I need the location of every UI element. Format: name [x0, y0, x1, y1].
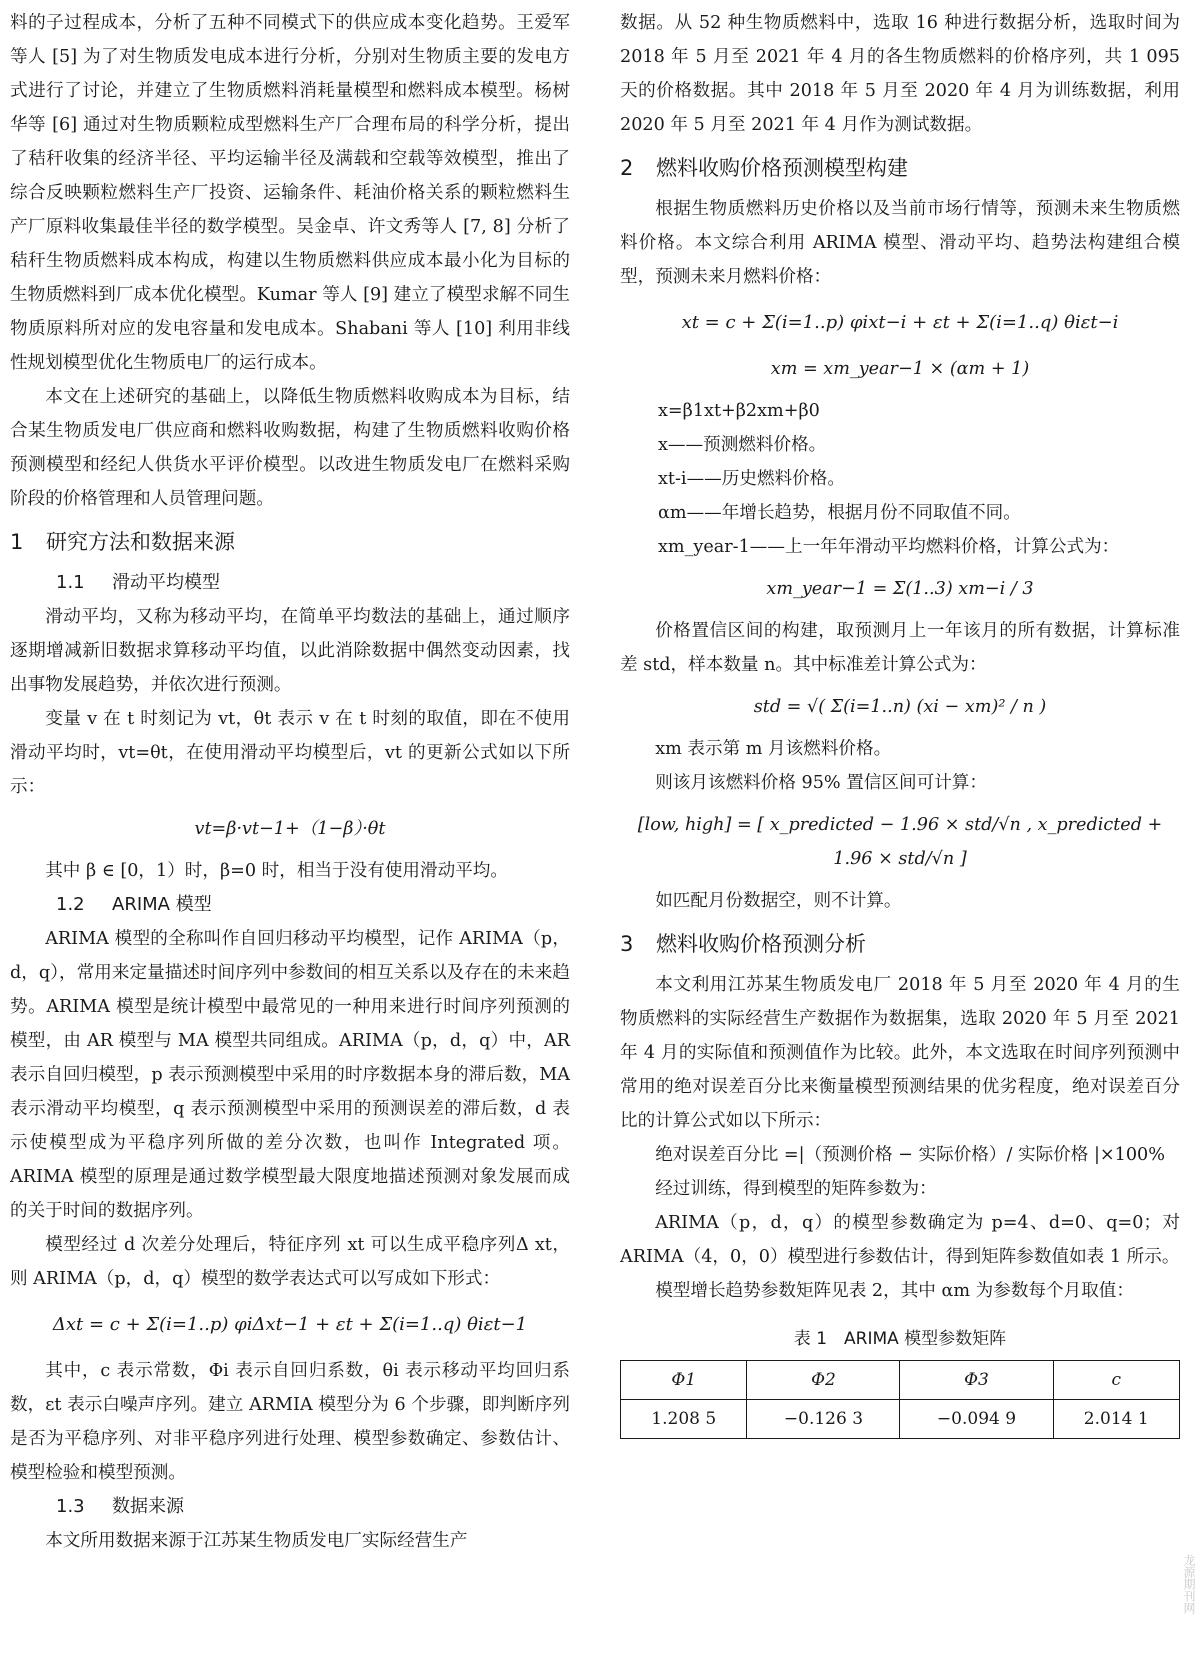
table-row: [621, 1400, 1180, 1439]
table-header-cell: Φ2: [747, 1361, 900, 1400]
section-number: 3: [620, 932, 634, 956]
table-cell: −0.094 9: [900, 1400, 1053, 1439]
table-caption: 表 1 ARIMA 模型参数矩阵: [793, 1329, 1007, 1349]
paragraph: 本文利用江苏某生物质发电厂 2018 年 5 月至 2020 年 4 月的生物质燃料的实际经营生产数据作为数据集，选取 2020 年 5 月至 2021 年 4 月的实际值和预测值作为比较。此外，本文选取在时间序列预测中常用的绝对误差百分比来衡量模型预测结果的优劣程度，绝对误差百分比的计算公式如以下所示：: [620, 975, 1180, 1131]
watermark: 龙源期刊网: [1182, 1554, 1196, 1614]
section-heading-2: [620, 150, 1180, 186]
symbol-definition: αm——年增长趋势，根据月份不同取值不同。: [658, 503, 1021, 523]
paragraph: 模型增长趋势参数矩阵见表 2，其中 αm 为参数每个月取值：: [655, 1281, 1134, 1301]
table-cell: 2.014 1: [1053, 1400, 1180, 1439]
equation: std = √( Σ(i=1..n) (xi − xm)² / n ): [753, 697, 1047, 717]
equation: xm_year−1 = Σ(1..3) xm−i / 3: [766, 579, 1034, 599]
table-cell: 1.208 5: [621, 1400, 747, 1439]
parameter-table: [620, 1360, 1180, 1439]
paragraph: 模型经过 d 次差分处理后，特征序列 xt 可以生成平稳序列Δ xt，则 ARIMA（p，d，q）模型的数学表达式可以写成如下形式：: [10, 1235, 570, 1289]
paragraph: 则该月该燃料价格 95% 置信区间可计算：: [655, 773, 987, 793]
paragraph: 如匹配月份数据空，则不计算。: [655, 891, 902, 911]
paragraph: 其中，c 表示常数，Φi 表示自回归系数，θi 表示移动平均回归系数，εt 表示白噪声序列。建立 ARMIA 模型分为 6 个步骤，即判断序列是否为平稳序列、对非平稳序列进行处理、模型参数确定、参数估计、模型检验和模型预测。: [10, 1361, 570, 1483]
paragraph: 数据。从 52 种生物质燃料中，选取 16 种进行数据分析，选取时间为 2018 年 5 月至 2021 年 4 月的各生物质燃料的价格序列，共 1 095 天的价格数据。其中 2018 年 5 月至 2020 年 4 月为训练数据，利用 2020 年 5 月至 2021 年 4 月作为测试数据。: [620, 13, 1180, 135]
paragraph: 本文所用数据来源于江苏某生物质发电厂实际经营生产: [45, 1531, 468, 1551]
equation: [low, high] = [ x_predicted − 1.96 × std/√n , x_predicted + 1.96 × std/√n ]: [637, 815, 1163, 869]
subsection-number: 1.3: [56, 1496, 85, 1517]
table-header-cell: Φ1: [621, 1361, 747, 1400]
section-title: 燃料收购价格预测模型构建: [656, 156, 908, 180]
paragraph: 根据生物质燃料历史价格以及当前市场行情等，预测未来生物质燃料价格。本文综合利用 ARIMA 模型、滑动平均、趋势法构建组合模型，预测未来月燃料价格：: [620, 199, 1180, 287]
paragraph: 经过训练，得到模型的矩阵参数为：: [655, 1179, 937, 1199]
left-column: [10, 6, 570, 1558]
symbol-definition: x——预测燃料价格。: [658, 435, 827, 455]
paragraph: xm 表示第 m 月该燃料价格。: [655, 739, 892, 759]
subsection-title: ARIMA 模型: [112, 894, 212, 915]
equation: xm = xm_year−1 × (αm + 1): [770, 359, 1030, 379]
paragraph: ARIMA 模型的全称叫作自回归移动平均模型，记作 ARIMA（p，d，q），常用来定量描述时间序列中参数间的相互关系以及存在的未来趋势。ARIMA 模型是统计模型中最常见的一种用来进行时间序列预测的模型，由 AR 模型与 MA 模型共同组成。ARIMA（p，d，q）中，AR 表示自回归模型，p 表示预测模型中采用的时序数据本身的滞后数，MA 表示滑动平均模型，q 表示预测模型中采用的预测误差的滞后数，d 表示使模型成为平稳序列所做的差分次数，也叫作 Integrated 项。ARIMA 模型的原理是通过数学模型最大限度地描述预测对象发展而成的关于时间的数据序列。: [10, 929, 570, 1221]
symbol-definition: xt-i——历史燃料价格。: [658, 469, 845, 489]
paragraph: 价格置信区间的构建，取预测月上一年该月的所有数据，计算标准差 std，样本数量 n。其中标准差计算公式为：: [620, 621, 1180, 675]
section-number: 2: [620, 156, 634, 180]
table-header-cell: Φ3: [900, 1361, 1053, 1400]
table-header-cell: c: [1053, 1361, 1180, 1400]
table-header-row: [621, 1361, 1180, 1400]
subsection-title: 数据来源: [112, 1496, 184, 1517]
paragraph: 滑动平均，又称为移动平均，在简单平均数法的基础上，通过顺序逐期增减新旧数据求算移动平均值，以此消除数据中偶然变动因素，找出事物发展趋势，并依次进行预测。: [10, 607, 570, 695]
equation-inline: x=β1xt+β2xm+β0: [658, 401, 820, 421]
subsection-heading-1-2: [10, 888, 570, 922]
section-heading-1: [10, 524, 570, 560]
section-title: 燃料收购价格预测分析: [656, 932, 866, 956]
paragraph: 其中 β ∈ [0，1）时，β=0 时，相当于没有使用滑动平均。: [45, 861, 508, 881]
equation: vt=β·vt−1+（1−β）·θt: [194, 819, 386, 839]
subsection-number: 1.1: [56, 572, 85, 593]
section-heading-3: [620, 926, 1180, 962]
subsection-number: 1.2: [56, 894, 85, 915]
section-title: 研究方法和数据来源: [46, 530, 235, 554]
equation: xt = c + Σ(i=1..p) φixt−i + εt + Σ(i=1..q) θiεt−i: [681, 312, 1119, 333]
paragraph: ARIMA（p，d，q）的模型参数确定为 p=4、d=0、q=0；对 ARIMA（4，0，0）模型进行参数估计，得到矩阵参数值如表 1 所示。: [620, 1213, 1180, 1267]
right-column: [620, 6, 1180, 1439]
subsection-heading-1-3: [10, 1490, 570, 1524]
subsection-heading-1-1: [10, 566, 570, 600]
paragraph: 料的子过程成本，分析了五种不同模式下的供应成本变化趋势。王爱军等人 [5] 为了对生物质发电成本进行分析，分别对生物质主要的发电方式进行了讨论，并建立了生物质燃料消耗量模型和燃料成本模型。杨树华等 [6] 通过对生物质颗粒成型燃料生产厂合理布局的科学分析，提出了秸秆收集的经济半径、平均运输半径及满载和空载等效模型，推出了综合反映颗粒燃料生产厂投资、运输条件、耗油价格关系的颗粒燃料生产厂原料收集最佳半径的数学模型。吴金卓、许文秀等人 [7, 8] 分析了秸秆生物质燃料成本构成，构建以生物质燃料供应成本最小化为目标的生物质燃料到厂成本优化模型。Kumar 等人 [9] 建立了模型求解不同生物质原料所对应的发电容量和发电成本。Shabani 等人 [10] 利用非线性规划模型优化生物质电厂的运行成本。: [10, 13, 570, 373]
paragraph: 变量 v 在 t 时刻记为 vt，θt 表示 v 在 t 时刻的取值，即在不使用滑动平均时，vt=θt，在使用滑动平均模型后，vt 的更新公式如以下所示：: [10, 709, 570, 797]
paragraph: 绝对误差百分比 =|（预测价格 − 实际价格）/ 实际价格 |×100%: [655, 1145, 1165, 1165]
section-number: 1: [10, 530, 24, 554]
paragraph: 本文在上述研究的基础上，以降低生物质燃料收购成本为目标，结合某生物质发电厂供应商和燃料收购数据，构建了生物质燃料收购价格预测模型和经纪人供货水平评价模型。以改进生物质发电厂在燃料采购阶段的价格管理和人员管理问题。: [10, 387, 570, 509]
table-cell: −0.126 3: [747, 1400, 900, 1439]
symbol-definition: xm_year-1——上一年年滑动平均燃料价格，计算公式为：: [658, 537, 1120, 557]
equation: Δxt = c + Σ(i=1..p) φiΔxt−1 + εt + Σ(i=1..q) θiεt−1: [52, 1314, 528, 1335]
subsection-title: 滑动平均模型: [112, 572, 220, 593]
